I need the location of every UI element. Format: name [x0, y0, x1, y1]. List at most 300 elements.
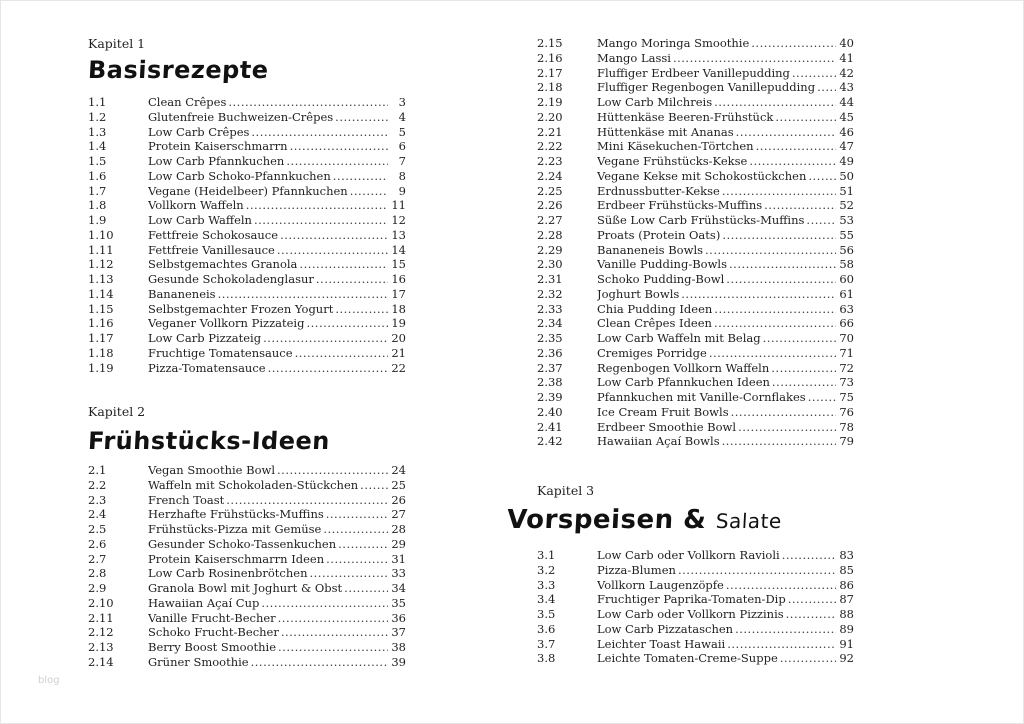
- toc-entry: [537, 184, 854, 199]
- entry-title: Pfannkuchen mit Vanille-Cornflakes: [597, 390, 806, 404]
- toc-entry: [88, 169, 406, 184]
- dot-leader: [782, 548, 836, 563]
- toc-entry: [537, 287, 854, 302]
- dot-leader: [763, 331, 836, 346]
- entry-number: 2.14: [88, 654, 114, 669]
- toc-entry: [537, 139, 854, 154]
- entry-title: Chia Pudding Ideen: [597, 301, 713, 316]
- entry-title-wrap: [597, 287, 836, 302]
- entry-title: Herzhafte Frühstücks-Muffins: [148, 507, 324, 522]
- dot-leader: [771, 361, 836, 376]
- entry-page: 16: [391, 272, 406, 286]
- entry-title: French Toast: [148, 492, 225, 507]
- entry-number: 1.5: [88, 154, 107, 168]
- entry-page: 44: [839, 95, 854, 109]
- dot-leader: [309, 566, 388, 581]
- entry-title-wrap: [597, 302, 836, 317]
- entry-title-wrap: [148, 198, 388, 213]
- entry-title-wrap: [597, 622, 836, 637]
- entry-title: Veganer Vollkorn Pizzateig: [148, 316, 305, 331]
- toc-entry: [88, 316, 406, 331]
- entry-title: Protein Kaiserschmarrn Ideen: [148, 551, 325, 566]
- entry-page: 20: [391, 331, 406, 345]
- entry-title-wrap: [148, 552, 388, 567]
- dot-leader: [263, 331, 388, 346]
- entry-number: 2.19: [537, 95, 563, 109]
- entry-title-wrap: [148, 507, 388, 522]
- dot-leader: [286, 154, 388, 169]
- entry-title-wrap: [148, 169, 388, 184]
- entry-title: Low Carb Milchreis: [597, 95, 713, 109]
- toc-entry: [537, 346, 854, 361]
- entry-title-wrap: [597, 95, 836, 110]
- dot-leader: [251, 655, 388, 670]
- entry-page: 41: [839, 50, 854, 65]
- entry-title: Hawaiian Açaí Bowls: [597, 434, 720, 449]
- entry-page: 11: [391, 198, 406, 213]
- entry-number: 1.4: [88, 139, 107, 154]
- toc-entry: [537, 66, 854, 81]
- entry-title: Pizza-Tomatensauce: [148, 360, 266, 375]
- entry-title: Low Carb Rosinenbrötchen: [148, 566, 308, 581]
- entry-number: 2.11: [88, 610, 114, 625]
- entry-number: 1.18: [88, 345, 114, 360]
- entry-page: 46: [839, 124, 854, 139]
- entry-number: 3.3: [537, 577, 556, 592]
- entry-number: 2.20: [537, 109, 563, 124]
- entry-title: Cremiges Porridge: [597, 345, 707, 360]
- entry-number: 2.8: [88, 566, 107, 581]
- dot-leader: [722, 184, 836, 199]
- entry-page: 3: [398, 95, 406, 109]
- dot-leader: [731, 405, 836, 420]
- entry-number: 2.26: [537, 198, 563, 213]
- dot-leader: [678, 563, 836, 578]
- entry-title-wrap: [148, 566, 388, 581]
- entry-number: 1.13: [88, 272, 114, 286]
- entry-page: 42: [839, 65, 854, 80]
- toc-entry: [537, 563, 854, 578]
- toc-entry: [537, 213, 854, 228]
- entry-number: 2.9: [88, 581, 107, 595]
- toc-entry: [88, 95, 406, 110]
- entry-title: Joghurt Bowls: [597, 286, 680, 301]
- entry-page: 58: [839, 257, 854, 272]
- chapter-title: Basisrezepte: [87, 56, 270, 84]
- entry-title: Waffeln mit Schokoladen-Stückchen: [148, 477, 359, 492]
- toc-entry: [88, 125, 406, 140]
- entry-page: 14: [391, 242, 406, 257]
- entry-title: Pizza-Blumen: [597, 562, 676, 577]
- entry-page: 29: [391, 536, 406, 551]
- dot-leader: [278, 611, 388, 626]
- entry-title-wrap: [597, 434, 836, 449]
- entry-title-wrap: [148, 331, 388, 346]
- entry-title-wrap: [148, 213, 388, 228]
- entry-title: Leichte Tomaten-Creme-Suppe: [597, 651, 778, 666]
- toc-entry: [88, 154, 406, 169]
- entry-title: Gesunde Schokoladenglasur: [148, 272, 314, 286]
- dot-leader: [254, 213, 388, 228]
- entry-title: Grüner Smoothie: [148, 654, 249, 669]
- entry-number: 2.27: [537, 213, 563, 227]
- entry-page: 91: [839, 636, 854, 651]
- toc-entry: [88, 228, 406, 243]
- dot-leader: [722, 434, 836, 449]
- dot-leader: [278, 640, 388, 655]
- entry-title-wrap: [148, 537, 388, 552]
- chapter-3-header: [506, 483, 783, 537]
- toc-entry: [88, 243, 406, 258]
- entry-page: 61: [839, 286, 854, 301]
- entry-title: Low Carb oder Vollkorn Ravioli: [597, 548, 780, 562]
- dot-leader: [326, 552, 388, 567]
- entry-title-wrap: [148, 346, 388, 361]
- dot-leader: [335, 302, 388, 317]
- entry-title: Clean Crêpes Ideen: [597, 316, 712, 331]
- entry-title-wrap: [597, 125, 836, 140]
- entry-page: 43: [839, 80, 854, 95]
- entry-title: Vanille Pudding-Bowls: [597, 257, 728, 272]
- entry-page: 17: [391, 286, 406, 301]
- dot-leader: [749, 154, 836, 169]
- entry-number: 2.25: [537, 183, 563, 198]
- entry-title: Granola Bowl mit Joghurt & Obst: [148, 581, 343, 595]
- entry-title: Erdbeer Frühstücks-Muffins: [597, 198, 763, 213]
- entry-title: Vegane (Heidelbeer) Pfannkuchen: [148, 183, 348, 198]
- dot-leader: [306, 316, 388, 331]
- entry-title-wrap: [597, 316, 836, 331]
- entry-page: 25: [391, 477, 406, 492]
- entry-title-wrap: [597, 607, 836, 622]
- entry-title: Proats (Protein Oats): [597, 227, 721, 242]
- toc-entry: [537, 607, 854, 622]
- toc-entry: [88, 552, 406, 567]
- dot-leader: [277, 243, 388, 258]
- entry-number: 3.6: [537, 621, 556, 636]
- entry-title-wrap: [597, 257, 836, 272]
- dot-leader: [344, 581, 388, 596]
- entry-title: Clean Crêpes: [148, 95, 227, 109]
- entry-page: 47: [839, 139, 854, 154]
- entry-number: 2.2: [88, 477, 107, 492]
- entry-page: 22: [391, 360, 406, 375]
- dot-leader: [738, 420, 836, 435]
- dot-leader: [350, 184, 388, 199]
- entry-number: 2.35: [537, 331, 563, 345]
- entry-title-wrap: [597, 361, 836, 376]
- toc-entry: [88, 478, 406, 493]
- entry-title: Frühstücks-Pizza mit Gemüse: [148, 522, 322, 536]
- entry-title: Vegane Frühstücks-Kekse: [597, 154, 748, 168]
- entry-page: 72: [839, 360, 854, 375]
- entry-page: 52: [839, 198, 854, 213]
- entry-title-wrap: [597, 80, 836, 95]
- entry-title: Vanille Frucht-Becher: [148, 610, 276, 625]
- entry-page: 27: [391, 507, 406, 522]
- toc-entry: [537, 169, 854, 184]
- entry-page: 71: [839, 345, 854, 360]
- entry-page: 36: [391, 610, 406, 625]
- toc-entry: [88, 346, 406, 361]
- toc-entry: [537, 578, 854, 593]
- dot-leader: [780, 651, 836, 666]
- entry-title: Süße Low Carb Frühstücks-Muffins: [597, 213, 805, 227]
- entry-title-wrap: [597, 66, 836, 81]
- dot-leader: [806, 213, 836, 228]
- entry-title-wrap: [148, 478, 388, 493]
- toc-entry: [537, 375, 854, 390]
- entry-title: Vegane Kekse mit Schokostückchen: [597, 168, 807, 183]
- entry-number: 3.4: [537, 592, 556, 607]
- entry-number: 2.34: [537, 316, 563, 331]
- entry-title-wrap: [597, 651, 836, 666]
- dot-leader: [727, 637, 836, 652]
- toc-entry: [88, 566, 406, 581]
- toc-entry: [88, 611, 406, 626]
- entry-title: Erdnussbutter-Kekse: [597, 183, 720, 198]
- entry-number: 1.8: [88, 198, 107, 213]
- dot-leader: [764, 198, 836, 213]
- entry-title: Hawaiian Açaí Cup: [148, 595, 260, 610]
- dot-leader: [246, 198, 388, 213]
- entry-title-wrap: [597, 637, 836, 652]
- entry-title-wrap: [148, 640, 388, 655]
- dot-leader: [705, 243, 836, 258]
- entry-page: 7: [398, 154, 406, 168]
- toc-entry: [537, 272, 854, 287]
- entry-title: Fluffiger Erdbeer Vanillepudding: [597, 65, 790, 80]
- entry-number: 3.5: [537, 607, 556, 621]
- entry-number: 2.17: [537, 65, 563, 80]
- entry-title: Gesunder Schoko-Tassenkuchen: [148, 536, 337, 551]
- entry-number: 2.28: [537, 227, 563, 242]
- entry-number: 2.23: [537, 154, 563, 168]
- entry-page: 9: [398, 183, 406, 198]
- dot-leader: [714, 95, 836, 110]
- toc-entry: [537, 592, 854, 607]
- toc-entry: [537, 548, 854, 563]
- entry-number: 2.22: [537, 139, 563, 154]
- entry-page: 13: [391, 227, 406, 242]
- entry-title: Protein Kaiserschmarrn: [148, 139, 288, 154]
- dot-leader: [808, 390, 836, 405]
- entry-number: 2.41: [537, 419, 563, 434]
- toc-entry: [88, 507, 406, 522]
- dot-leader: [338, 537, 388, 552]
- entry-number: 2.3: [88, 492, 107, 507]
- entry-number: 2.32: [537, 286, 563, 301]
- dot-leader: [817, 80, 836, 95]
- entry-title: Low Carb Pizzataschen: [597, 621, 734, 636]
- entry-number: 2.16: [537, 50, 563, 65]
- dot-leader: [251, 125, 388, 140]
- entry-title: Mini Käsekuchen-Törtchen: [597, 139, 754, 154]
- entry-page: 92: [839, 651, 854, 666]
- entry-page: 26: [391, 492, 406, 507]
- entry-number: 1.11: [88, 242, 114, 257]
- toc-entry: [88, 596, 406, 611]
- entry-title: Low Carb Pizzateig: [148, 331, 262, 345]
- toc-entry: [537, 257, 854, 272]
- entry-page: 5: [398, 124, 406, 139]
- entry-number: 1.15: [88, 301, 114, 316]
- toc-entry: [88, 655, 406, 670]
- entry-number: 1.6: [88, 168, 107, 183]
- entry-page: 76: [839, 404, 854, 419]
- toc-entry: [88, 198, 406, 213]
- entry-number: 3.2: [537, 562, 556, 577]
- toc-entry: [88, 493, 406, 508]
- entry-title: Mango Lassi: [597, 50, 671, 65]
- dot-leader: [316, 272, 388, 287]
- dot-leader: [775, 110, 836, 125]
- entry-title-wrap: [148, 125, 388, 140]
- entry-title-wrap: [148, 596, 388, 611]
- entry-title: Berry Boost Smoothie: [148, 640, 277, 654]
- entry-number: 2.40: [537, 404, 563, 419]
- entry-number: 2.7: [88, 551, 107, 566]
- entry-title: Low Carb Waffeln: [148, 213, 252, 227]
- entry-title-wrap: [597, 390, 836, 405]
- entry-title: Glutenfreie Buchweizen-Crêpes: [148, 109, 334, 124]
- entry-title-wrap: [597, 243, 836, 258]
- entry-title-wrap: [148, 257, 388, 272]
- toc-entry: [88, 184, 406, 199]
- entry-title: Hüttenkäse mit Ananas: [597, 124, 734, 139]
- entry-title-wrap: [597, 405, 836, 420]
- entry-title-wrap: [148, 95, 388, 110]
- entry-page: 45: [839, 109, 854, 124]
- entry-title-wrap: [148, 361, 388, 376]
- chapter-label: Kapitel 3: [537, 483, 595, 498]
- entry-number: 2.30: [537, 257, 563, 272]
- entry-number: 1.2: [88, 109, 107, 124]
- toc-entry: [88, 331, 406, 346]
- entry-number: 3.1: [537, 548, 556, 562]
- entry-title: Fruchtige Tomatensauce: [148, 345, 293, 360]
- entry-title: Low Carb Waffeln mit Belag: [597, 331, 761, 345]
- entry-title-wrap: [148, 228, 388, 243]
- entry-title: Vegan Smoothie Bowl: [148, 463, 276, 477]
- dot-leader: [726, 578, 836, 593]
- entry-number: 2.36: [537, 345, 563, 360]
- entry-page: 15: [391, 257, 406, 272]
- entry-title-wrap: [597, 548, 836, 563]
- dot-leader: [268, 361, 388, 376]
- entry-title-wrap: [597, 154, 836, 169]
- entry-title-wrap: [148, 287, 388, 302]
- entry-number: 2.33: [537, 301, 563, 316]
- entry-title-wrap: [597, 139, 836, 154]
- entry-title: Fettfreie Vanillesauce: [148, 242, 275, 257]
- entry-title-wrap: [597, 375, 836, 390]
- entry-number: 2.42: [537, 434, 563, 449]
- toc-entry: [537, 434, 854, 449]
- entry-title: Low Carb Crêpes: [148, 124, 250, 139]
- entry-title-wrap: [148, 243, 388, 258]
- dot-leader: [226, 493, 388, 508]
- entry-page: 55: [839, 227, 854, 242]
- entry-number: 2.10: [88, 595, 114, 610]
- entry-title-wrap: [148, 139, 388, 154]
- entry-title: Selbstgemachter Frozen Yogurt: [148, 301, 334, 316]
- entry-title-wrap: [597, 331, 836, 346]
- entry-title: Vollkorn Waffeln: [148, 198, 244, 213]
- entry-title-wrap: [148, 625, 388, 640]
- chapter-title-sub: Salate: [715, 509, 783, 533]
- dot-leader: [218, 287, 388, 302]
- entry-title-wrap: [148, 316, 388, 331]
- entry-page: 35: [391, 595, 406, 610]
- chapter-title-main: Vorspeisen &: [506, 505, 708, 535]
- entry-title: Low Carb oder Vollkorn Pizzinis: [597, 607, 784, 621]
- entry-number: 2.12: [88, 625, 114, 640]
- entry-page: 12: [391, 213, 406, 227]
- toc-entry: [88, 272, 406, 287]
- dot-leader: [333, 169, 388, 184]
- dot-leader: [360, 478, 388, 493]
- dot-leader: [756, 139, 836, 154]
- entry-number: 2.39: [537, 390, 563, 404]
- toc-entry: [537, 80, 854, 95]
- chapter-title: [506, 503, 783, 537]
- toc-entry: [537, 390, 854, 405]
- entry-title-wrap: [597, 184, 836, 199]
- toc-entry: [537, 198, 854, 213]
- dot-leader: [772, 375, 836, 390]
- entry-number: 2.18: [537, 80, 563, 95]
- dot-leader: [281, 625, 388, 640]
- entry-page: 70: [839, 331, 854, 345]
- dot-leader: [726, 272, 836, 287]
- toc-list-chapter-1: [88, 95, 406, 375]
- toc-entry: [537, 36, 854, 51]
- entry-number: 1.10: [88, 227, 114, 242]
- dot-leader: [299, 257, 388, 272]
- entry-number: 1.9: [88, 213, 107, 227]
- dot-leader: [228, 95, 388, 110]
- entry-page: 37: [391, 625, 406, 640]
- entry-title: Bananeneis: [148, 286, 216, 301]
- entry-title-wrap: [148, 184, 388, 199]
- entry-page: 73: [839, 375, 854, 390]
- entry-number: 2.31: [537, 272, 563, 286]
- entry-number: 2.6: [88, 536, 107, 551]
- toc-entry: [88, 625, 406, 640]
- entry-number: 2.29: [537, 242, 563, 257]
- toc-entry: [537, 316, 854, 331]
- entry-page: 31: [391, 551, 406, 566]
- dot-leader: [261, 596, 388, 611]
- dot-leader: [326, 507, 388, 522]
- toc-entry: [537, 154, 854, 169]
- toc-entry: [537, 51, 854, 66]
- toc-entry: [537, 110, 854, 125]
- entry-title: Fruchtiger Paprika-Tomaten-Dip: [597, 592, 786, 607]
- entry-title: Vollkorn Laugenzöpfe: [597, 577, 724, 592]
- entry-title-wrap: [597, 228, 836, 243]
- toc-entry: [88, 581, 406, 596]
- dot-leader: [295, 346, 388, 361]
- entry-title: Schoko Frucht-Becher: [148, 625, 279, 640]
- entry-page: 38: [391, 640, 406, 654]
- entry-page: 79: [839, 434, 854, 449]
- toc-entry: [537, 125, 854, 140]
- entry-number: 2.4: [88, 507, 107, 522]
- toc-entry: [88, 257, 406, 272]
- chapter-label: Kapitel 1: [88, 36, 146, 51]
